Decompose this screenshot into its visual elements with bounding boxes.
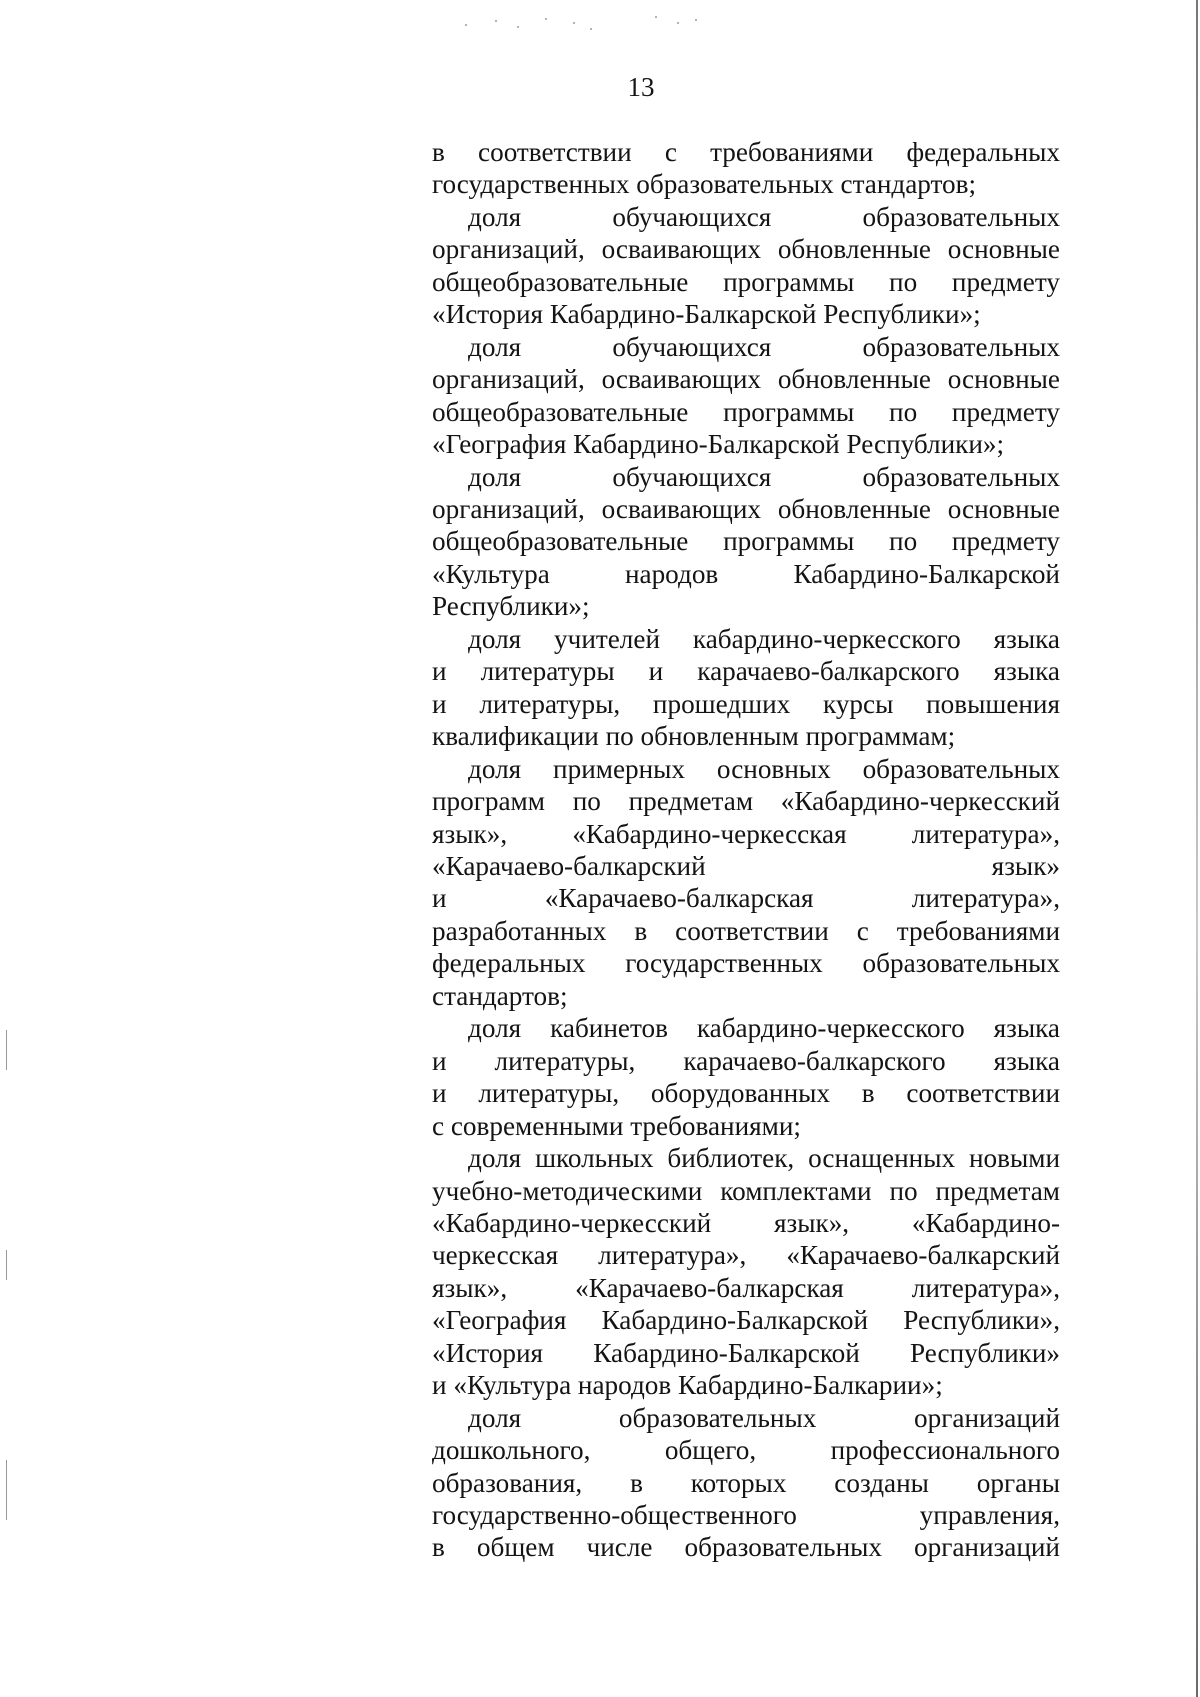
paragraph (432, 1142, 1060, 1402)
text-line: «Кабардино-черкесский язык», «Кабардино- (432, 1207, 1060, 1238)
text-line: государственно-общественного управления, (432, 1500, 1060, 1531)
text-line: общеобразовательные программы по предмету (432, 266, 1060, 297)
text-line: программ по предметам «Кабардино-черкесский (432, 786, 1060, 817)
text-line: доля образовательных организаций (468, 1402, 1060, 1433)
text-line: квалификации по обновленным программам; (432, 721, 956, 752)
text-line: «Карачаево-балкарский язык» (432, 850, 1060, 881)
text-line: «История Кабардино-Балкарской Республики» (432, 1337, 1060, 1368)
text-line: организаций, осваивающих обновленные основные (432, 364, 1060, 395)
text-line: и литературы, оборудованных в соответствии (432, 1078, 1060, 1109)
text-line: и литературы и карачаево-балкарского языка (432, 656, 1060, 687)
text-line: разработанных в соответствии с требованиями (432, 915, 1060, 946)
paragraph (432, 461, 1060, 623)
text-line: в общем числе образовательных организаций (432, 1532, 1060, 1563)
paragraph (432, 1012, 1060, 1142)
text-line: государственных образовательных стандартов; (432, 169, 977, 200)
text-line: доля обучающихся образовательных (468, 331, 1060, 362)
text-line: общеобразовательные программы по предмету (432, 396, 1060, 427)
paragraph (432, 1402, 1060, 1564)
document-body (432, 136, 1060, 1564)
scan-right-edge (1196, 0, 1198, 1697)
scan-left-mark (6, 1250, 7, 1280)
text-line: «География Кабардино-Балкарской Республики»; (432, 429, 1005, 460)
scan-noise (455, 10, 725, 36)
text-line: Республики»; (432, 591, 590, 622)
text-line: доля школьных библиотек, оснащенных новыми (468, 1143, 1060, 1174)
paragraph (432, 201, 1060, 331)
text-line: и литературы, карачаево-балкарского языка (432, 1045, 1060, 1076)
text-line: организаций, осваивающих обновленные основные (432, 493, 1060, 524)
text-line: в соответствии с требованиями федеральных (432, 137, 1060, 167)
text-line: черкесская литература», «Карачаево-балкарский (432, 1240, 1060, 1271)
page-number: 13 (627, 72, 655, 102)
text-line: доля обучающихся образовательных (468, 201, 1060, 232)
paragraph (432, 136, 1060, 201)
text-line: и «Карачаево-балкарская литература», (432, 883, 1060, 914)
text-line: учебно-методическими комплектами по предметам (432, 1175, 1060, 1206)
paragraph (432, 753, 1060, 1013)
text-line: и литературы, прошедших курсы повышения (432, 688, 1060, 719)
scan-left-mark (6, 1030, 7, 1070)
paragraph (432, 623, 1060, 753)
text-line: доля кабинетов кабардино-черкесского языка (468, 1013, 1060, 1044)
text-line: общеобразовательные программы по предмету (432, 526, 1060, 557)
scan-left-mark (6, 1460, 7, 1520)
text-line: образования, в которых созданы органы (432, 1467, 1060, 1498)
text-line: язык», «Кабардино-черкесская литература», (432, 818, 1060, 849)
text-line: с современными требованиями; (432, 1110, 801, 1141)
paragraph (432, 331, 1060, 461)
text-line: организаций, осваивающих обновленные основные (432, 234, 1060, 265)
text-line: стандартов; (432, 980, 568, 1011)
text-line: язык», «Карачаево-балкарская литература», (432, 1272, 1060, 1303)
text-line: дошкольного, общего, профессионального (432, 1435, 1060, 1466)
text-line: доля учителей кабардино-черкесского языка (468, 623, 1060, 654)
text-line: федеральных государственных образовательных (432, 948, 1060, 979)
text-line: «География Кабардино-Балкарской Республики», (432, 1305, 1060, 1336)
text-line: «История Кабардино-Балкарской Республики»; (432, 299, 981, 330)
text-line: и «Культура народов Кабардино-Балкарии»; (432, 1370, 943, 1401)
text-line: «Культура народов Кабардино-Балкарской (432, 558, 1060, 589)
text-line: доля примерных основных образовательных (468, 753, 1060, 784)
text-line: доля обучающихся образовательных (468, 461, 1060, 492)
